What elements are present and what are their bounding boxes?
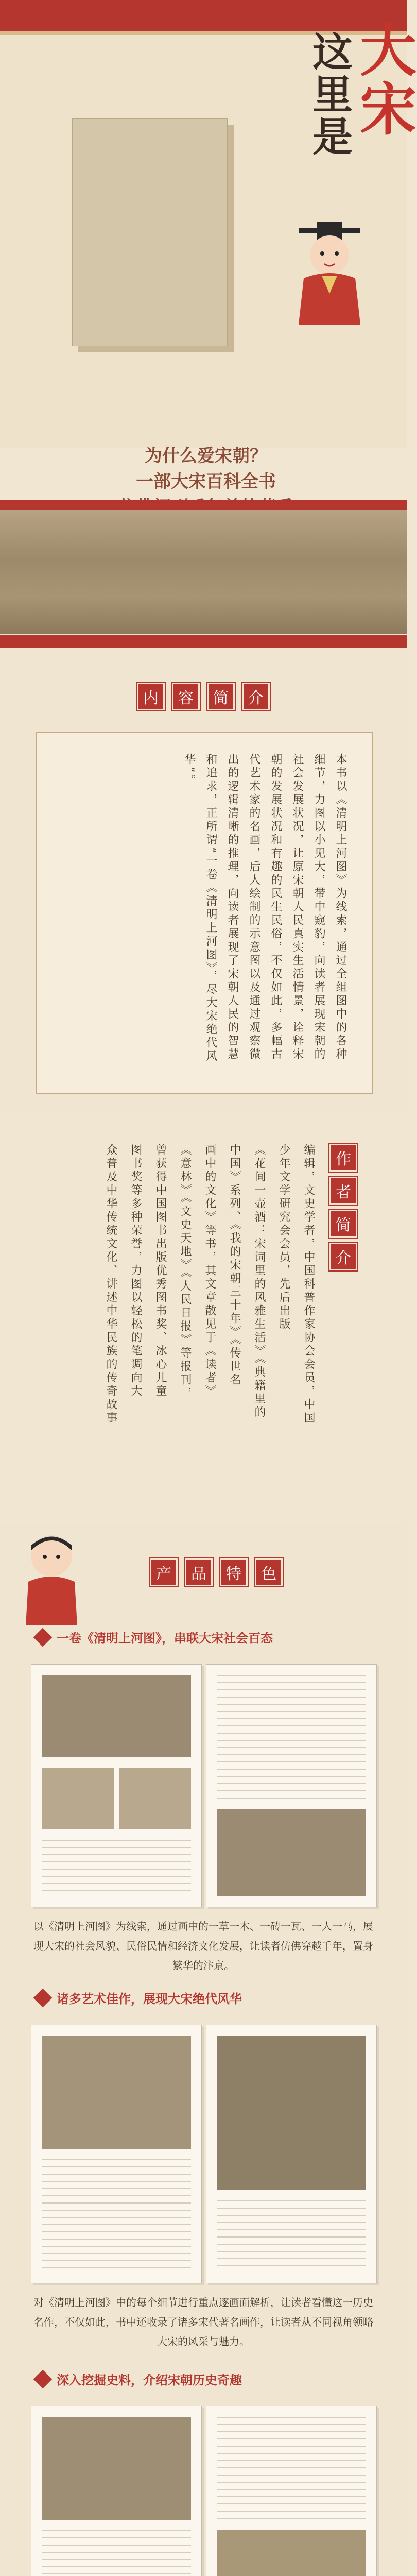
feature-3-title	[36, 2370, 242, 2388]
feature-1-title	[36, 1628, 273, 1646]
diamond-icon	[33, 1988, 53, 2007]
author-text	[31, 1144, 319, 1484]
author-line: 少年文学研究会会员，先后出版	[277, 1144, 290, 1331]
feature-1-caption: 以《清明上河图》为线索，通过画中的一草一木、一砖一瓦、一人一马，展现大宋的社会风貌、民俗民情和经济文化发展，让读者仿佛穿越千年，置身繁华的汴京。	[33, 1920, 373, 1972]
heading-char: 简	[329, 1210, 357, 1238]
heading-char: 产	[150, 1558, 178, 1586]
painting-banner	[0, 510, 407, 634]
heading-char: 介	[329, 1243, 357, 1270]
page-image	[119, 1768, 191, 1829]
heading-char: 作	[329, 1144, 357, 1172]
author-line: 《花间一壶酒：宋词里的风雅生活》《典籍里的	[253, 1144, 266, 1419]
hero-title-1: 这里是	[306, 31, 353, 158]
feature-3-page-left	[31, 2406, 202, 2576]
page-text-lines	[42, 2530, 191, 2576]
intro-heading	[100, 680, 306, 713]
divider-stripe	[0, 635, 407, 648]
top-ribbon	[0, 0, 407, 31]
author-section	[0, 1113, 407, 1525]
author-line: 众普及中华传统文化、讲述中华民族的传奇故事	[105, 1144, 117, 1425]
book-spine	[72, 118, 228, 346]
emperor-illustration	[288, 216, 371, 330]
heading-char: 特	[220, 1558, 248, 1586]
heading-char: 介	[242, 683, 270, 710]
heading-char: 色	[255, 1558, 283, 1586]
author-heading	[329, 1144, 357, 1270]
heading-char: 内	[137, 683, 165, 710]
page-image	[217, 2036, 366, 2190]
diamond-icon	[33, 2369, 53, 2388]
feature-2-title-text: 诸多艺术佳作，展现大宋绝代风华	[57, 1991, 242, 2006]
hero-title-2: 大宋	[351, 21, 417, 138]
intro-section	[0, 649, 407, 1113]
tagline-line-1: 为什么爱宋朝？	[145, 446, 267, 466]
heading-char: 品	[185, 1558, 213, 1586]
feature-1-page-left	[31, 1664, 202, 1907]
feature-2-title	[36, 1989, 242, 2007]
author-line: 画中的文化》等书，其文章散见于《读者》	[203, 1144, 216, 1398]
hero-section	[0, 0, 417, 492]
author-line: 中国》系列、《我的宋朝三十年》《传世名	[228, 1144, 241, 1387]
tagline-line-2: 一部大宋百科全书	[136, 471, 276, 492]
page-image	[42, 2036, 191, 2149]
page-text-lines	[42, 2159, 191, 2273]
features-section	[0, 1525, 407, 2576]
author-line: 编辑，文史学者，中国科普作家协会会员，中国	[302, 1144, 315, 1425]
page-image	[217, 1809, 366, 1896]
intro-paragraph: 本书以《清明上河图》为线索，通过全组图中的各种细节，力图以小见大，带中窥豹，向读者展现宋朝的社会发展状况，让原宋朝人民真实生活情景，诠释宋朝的发展状况和有趣的民生民俗，不仅如此，多幅古代艺术家的名画，后人绘制的示意图以及通过观察微出的逻辑清晰的推理，向读者展现了宋朝人民的智慧和追求，正所谓“一卷《清明上河图》，尽大宋绝代风华”。	[183, 753, 347, 1064]
heading-char: 者	[329, 1177, 357, 1205]
child-illustration	[15, 1530, 88, 1628]
feature-3-page-right	[206, 2406, 377, 2576]
feature-2-caption: 对《清明上河图》中的每个细节进行重点逐画面解析，让读者看懂这一历史名作，不仅如此，书中还收录了诸多宋代著名画作，让读者从不同视角领略大宋的风采与魅力。	[33, 2296, 373, 2348]
heading-char: 简	[207, 683, 235, 710]
heading-char: 容	[172, 683, 200, 710]
author-line: 《意林》《文史天地》《人民日报》等报刊，	[179, 1144, 192, 1400]
page-text-lines	[42, 1840, 191, 1896]
feature-1-page-right	[206, 1664, 377, 1907]
feature-2-page-left	[31, 2025, 202, 2283]
page-text-lines	[217, 1675, 366, 1799]
features-heading	[113, 1556, 319, 1589]
author-line: 曾获得中国图书出版优秀图书奖、冰心儿童	[154, 1144, 167, 1398]
page-text-lines	[217, 2417, 366, 2520]
feature-3-title-text: 深入挖掘史料，介绍宋朝历史奇趣	[57, 2372, 242, 2387]
feature-2-page-right	[206, 2025, 377, 2283]
page-text-lines	[217, 2200, 366, 2273]
page-image	[42, 1675, 191, 1757]
page-image	[42, 2417, 191, 2520]
page-image	[42, 1768, 114, 1829]
page-image	[217, 2530, 366, 2576]
feature-1-title-text: 一卷《清明上河图》，串联大宋社会百态	[57, 1631, 273, 1646]
diamond-icon	[33, 1628, 53, 1647]
intro-card	[36, 732, 373, 1094]
author-line: 图书奖等多种荣誉，力图以轻松的笔调向大	[129, 1144, 142, 1398]
